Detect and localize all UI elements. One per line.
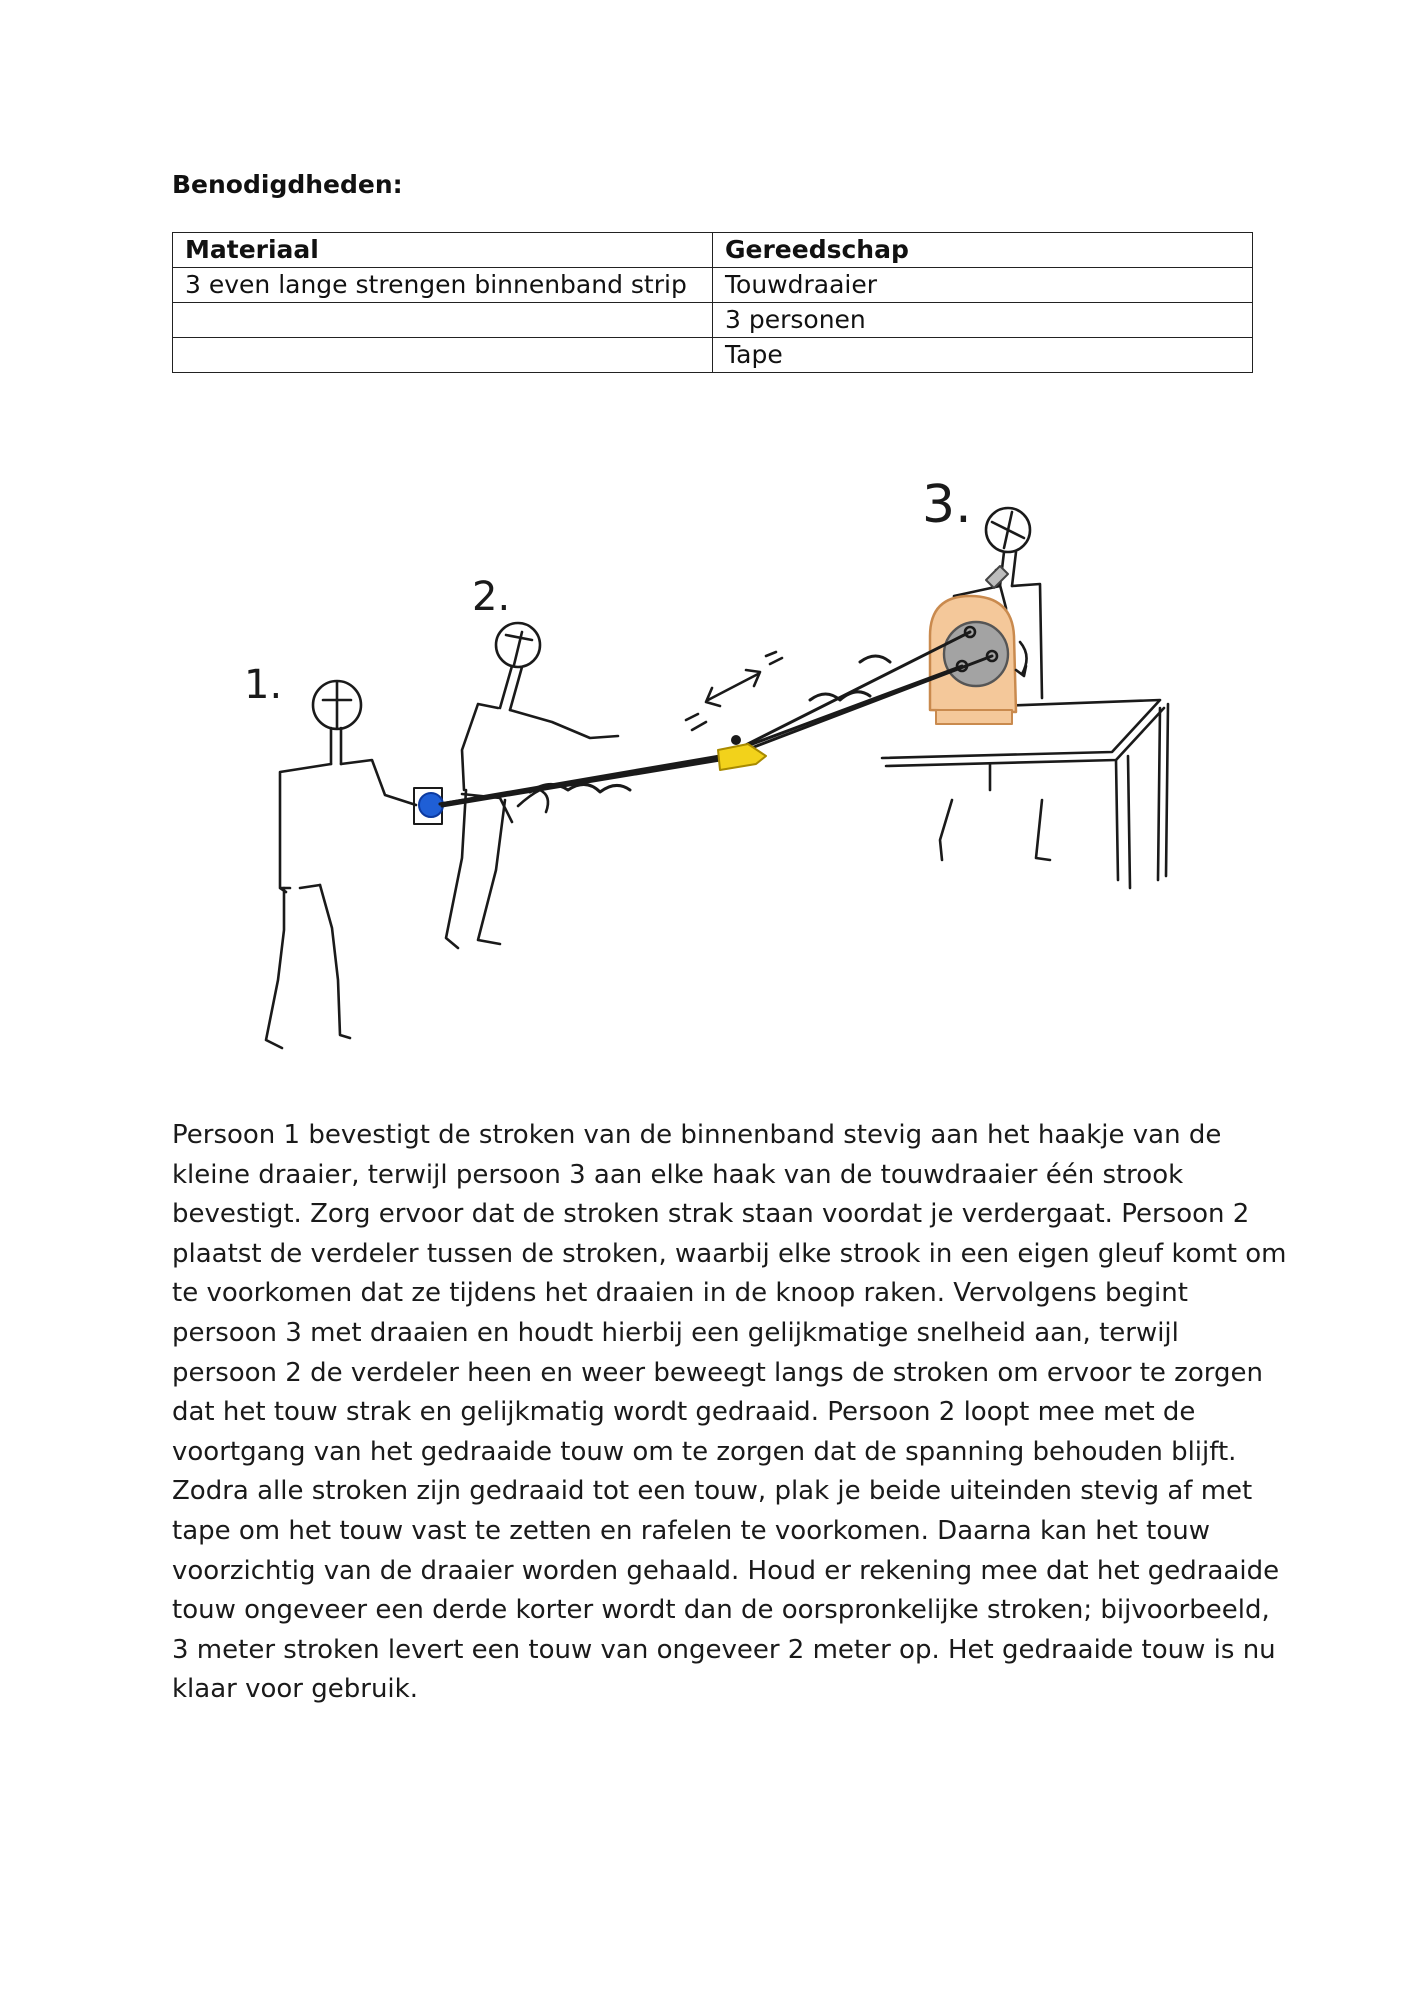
column-header-gereedschap: Gereedschap [713, 233, 1253, 268]
rope-twisting-drawing [200, 460, 1200, 1080]
table-cell-tool: 3 personen [713, 303, 1253, 338]
supplies-heading: Benodigdheden: [172, 170, 403, 199]
table-header-row [173, 233, 1253, 268]
person-label-1: 1. [244, 662, 283, 708]
table-cell-tool: Tape [713, 338, 1253, 373]
movement-arrow [686, 652, 782, 730]
table-row [173, 338, 1253, 373]
rope-twisting-illustration [200, 460, 1200, 1080]
table-drawing [882, 700, 1168, 888]
table-row [173, 268, 1253, 303]
instructions-paragraph: Persoon 1 bevestigt de stroken van de binnenband stevig aan het haakje van de kleine draaier, terwijl persoon 3 aan elke haak van de touwdraaier één strook bevestigt. Zorg ervoor dat de stroken strak staan voordat je verdergaat. Persoon 2 plaatst de verdeler tussen de stroken, waarbij elke strook in een eigen gleuf komt om te voorkomen dat ze tijdens het draaien in de knoop raken. Vervolgens begint persoon 3 met draaien en houdt hierbij een gelijkmatige snelheid aan, terwijl persoon 2 de verdeler heen en weer beweegt langs de stroken om ervoor te zorgen dat het touw strak en gelijkmatig wordt gedraaid. Persoon 2 loopt mee met de voortgang van het gedraaide touw om te zorgen dat de spanning behouden blijft. Zodra alle stroken zijn gedraaid tot een touw, plak je beide uiteinden stevig af met tape om het touw vast te zetten en rafelen te voorkomen. Daarna kan het touw voorzichtig van de draaier worden gehaald. Houd er rekening mee dat het gedraaide touw ongeveer een derde korter wordt dan de oorspronkelijke stroken; bijvoorbeeld, 3 meter stroken levert een touw van ongeveer 2 meter op. Het gedraaide touw is nu klaar voor gebruik. [172, 1120, 1287, 1705]
crank-handle [414, 788, 443, 824]
person-label-2: 2. [472, 574, 511, 620]
person-label-3: 3. [922, 475, 972, 535]
supplies-table [172, 232, 1253, 373]
table-cell-material [173, 338, 713, 373]
column-header-materiaal: Materiaal [173, 233, 713, 268]
person-1-figure [266, 681, 416, 1048]
table-cell-material [173, 303, 713, 338]
table-cell-material: 3 even lange strengen binnenband strip [173, 268, 713, 303]
table-row [173, 303, 1253, 338]
rope-strands [440, 632, 992, 806]
table-cell-tool: Touwdraaier [713, 268, 1253, 303]
